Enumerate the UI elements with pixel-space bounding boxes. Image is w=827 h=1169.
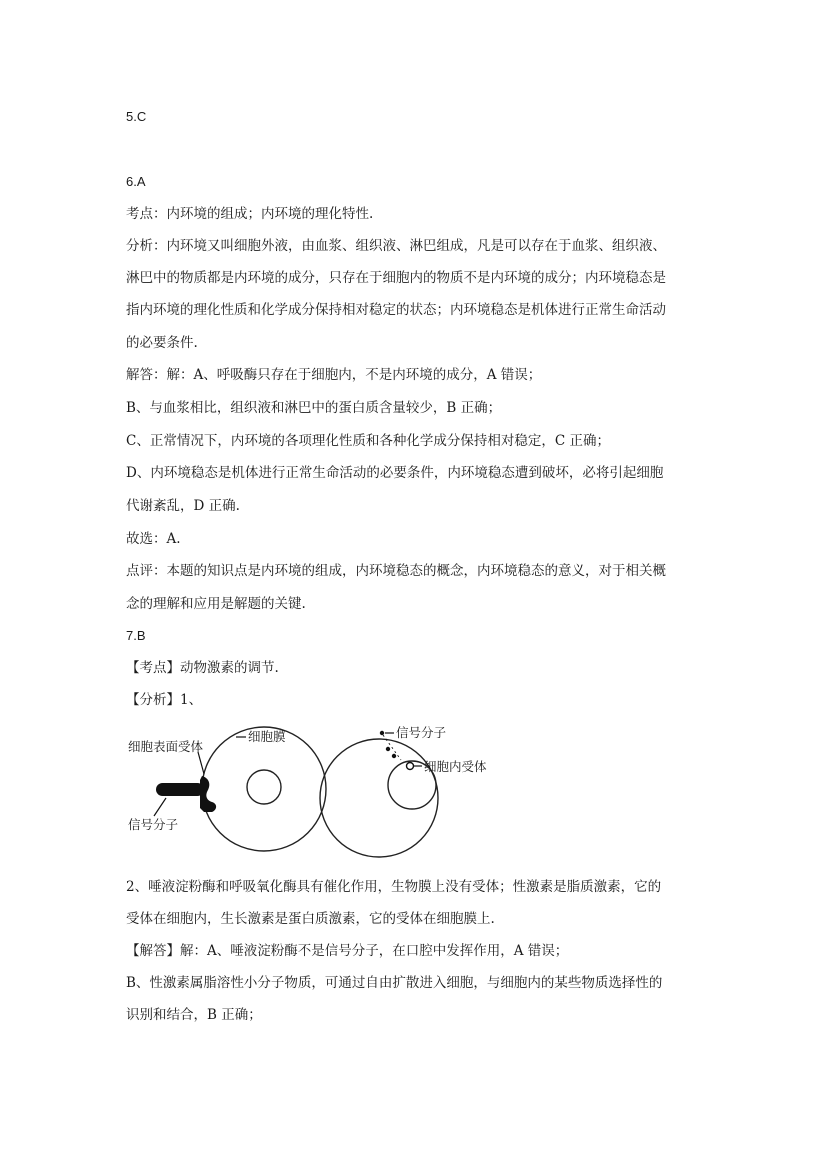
q6-dianping-line: 点评：本题的知识点是内环境的组成，内环境稳态的概念，内环境稳态的意义，对于相关概 [126,563,666,579]
q7-jieda-line: B、性激素属脂溶性小分子物质，可通过自由扩散进入细胞，与细胞内的某些物质选择性的 [126,975,663,991]
q6-dianping-line: 念的理解和应用是解题的关键. [126,596,306,612]
signal-molecule-dot [386,747,390,751]
q6-jieda-line: 解答：解：A、呼吸酶只存在于细胞内，不是内环境的成分，A 错误； [126,367,542,383]
q6-fenxi-line: 的必要条件. [126,335,198,351]
signal-molecule-dot [392,754,396,758]
q7-fenxi-intro: 【分析】1、 [126,692,203,708]
q6-guxuan: 故选：A. [126,531,181,547]
q7-answer: 7.B [126,628,146,643]
q5-answer: 5.C [126,109,147,124]
q6-fenxi-line: 分析：内环境又叫细胞外液，由血浆、组织液、淋巴组成，凡是可以存在于血浆、组织液、 [126,238,666,254]
receptor-diagram-svg [126,724,512,860]
receptor-diagram [126,724,512,860]
q6-fenxi-line: 指内环境的理化性质和化学成分保持相对稳定的状态；内环境稳态是机体进行正常生命活动 [126,302,666,318]
q6-jieda-line: C、正常情况下，内环境的各项理化性质和各种化学成分保持相对稳定，C 正确； [126,433,610,449]
signal-molecule-dot [380,731,384,735]
q7-jieda-line: 识别和结合，B 正确； [126,1007,262,1023]
q6-kaodian: 考点：内环境的组成；内环境的理化特性. [126,206,374,222]
q6-answer: 6.A [126,174,146,189]
label-right-signal: 信号分子 [396,725,447,740]
q6-jieda-line: B、与血浆相比，组织液和淋巴中的蛋白质含量较少，B 正确； [126,400,502,416]
q6-fenxi-line: 淋巴中的物质都是内环境的成分，只存在于细胞内的物质不是内环境的成分；内环境稳态是 [126,270,666,286]
q7-jieda-line: 【解答】解：A、唾液淀粉酶不是信号分子，在口腔中发挥作用，A 错误； [126,943,569,959]
left-signal-molecule [156,783,204,796]
label-intracellular-receptor: 细胞内受体 [424,759,487,774]
q7-fenxi2-line: 2、唾液淀粉酶和呼吸氧化酶具有催化作用，生物膜上没有受体；性激素是脂质激素，它的 [126,879,662,895]
q7-kaodian: 【考点】动物激素的调节. [126,660,279,676]
label-surface-receptor: 细胞表面受体 [128,739,204,754]
q6-jieda-line: D、内环境稳态是机体进行正常生命活动的必要条件，内环境稳态遭到破坏，必将引起细胞 [126,465,664,481]
label-cell-membrane: 细胞膜 [248,729,286,744]
q7-fenxi2-line: 受体在细胞内，生长激素是蛋白质激素，它的受体在细胞膜上. [126,911,495,927]
q6-jieda-line: 代谢紊乱，D 正确. [126,498,240,514]
label-left-signal: 信号分子 [128,817,179,832]
